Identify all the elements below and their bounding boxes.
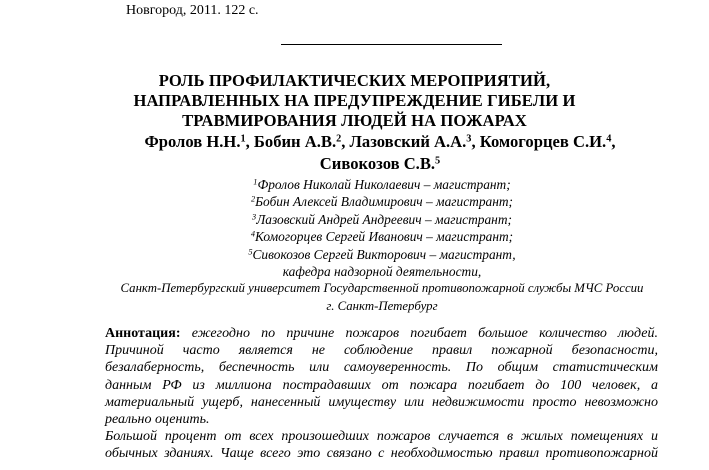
author-4: Комогорцев С.И. xyxy=(479,132,607,151)
abstract-line-4: данным РФ из миллиона пострадавших от пожара погибает до 100 человек, а xyxy=(105,377,658,393)
author-3: Лазовский А.А. xyxy=(349,132,467,151)
city: г. Санкт-Петербург xyxy=(326,298,438,313)
author-list xyxy=(0,131,709,175)
affiliation-5: $^5$Сивокозов Сергей Викторович – магистрант, xyxy=(248,246,516,262)
author-2: Бобин А.В. xyxy=(253,132,337,151)
abstract-line-2: Причиной часто является не соблюдение правил пожарной безопасности, xyxy=(105,343,658,359)
abstract xyxy=(105,325,658,463)
affiliation-4: $^4$Комогорцев Сергей Иванович – магистрант; xyxy=(250,229,514,245)
affiliation-3: $^3$Лазовский Андрей Андреевич – магистрант; xyxy=(252,211,512,227)
university: Санкт-Петербургский университет Государственной противопожарной службы МЧС России xyxy=(120,281,644,296)
abstract-line-8: обычных зданиях. Чаще всего это связано с необходимостью правил противопожарной xyxy=(105,446,658,462)
reference-tail: Новгород, 2011. 122 с. xyxy=(126,3,259,18)
abstract-line-5: материальный ущерб, нанесенный имуществу или недвижимости просто невозможно xyxy=(105,394,658,410)
abstract-label: Аннотация: xyxy=(105,326,181,341)
title-separator-rule xyxy=(281,44,502,45)
author-5: Сивокозов С.В. xyxy=(319,154,436,173)
paper-title xyxy=(0,71,709,131)
title-line-1: РОЛЬ ПРОФИЛАКТИЧЕСКИХ МЕРОПРИЯТИЙ, xyxy=(158,71,551,90)
affiliations xyxy=(0,176,709,315)
abstract-line-7: Большой процент от всех произошедших пожаров случается в жилых помещениях и xyxy=(105,429,658,445)
title-line-2: НАПРАВЛЕННЫХ НА ПРЕДУПРЕЖДЕНИЕ ГИБЕЛИ И xyxy=(133,91,576,110)
abstract-line-1: Аннотация: ежегодно по причине пожаров погибает большое количество людей. xyxy=(105,326,658,341)
author-1: Фролов Н.Н. xyxy=(144,132,241,151)
affiliation-2: $^2$Бобин Алексей Владимирович – магистрант; xyxy=(251,194,513,210)
title-line-3: ТРАВМИРОВАНИЯ ЛЮДЕЙ НА ПОЖАРАХ xyxy=(182,111,527,130)
abstract-line-3: безалаберность, беспечность или самоуверенность. По общим статистическим xyxy=(105,360,658,376)
affiliation-1: $^1$Фролов Николай Николаевич – магистрант; xyxy=(253,177,511,192)
department: кафедра надзорной деятельности, xyxy=(282,264,482,280)
author-line-1: Фролов Н.Н.$^1$, Бобин А.В.$^2$, Лазовский А.А.$^3$, Комогорцев С.И.$^4$, xyxy=(144,132,616,151)
abstract-line-6: реально оценить. xyxy=(105,412,210,428)
author-line-2: Сивокозов С.В.$^5$ xyxy=(319,154,441,173)
